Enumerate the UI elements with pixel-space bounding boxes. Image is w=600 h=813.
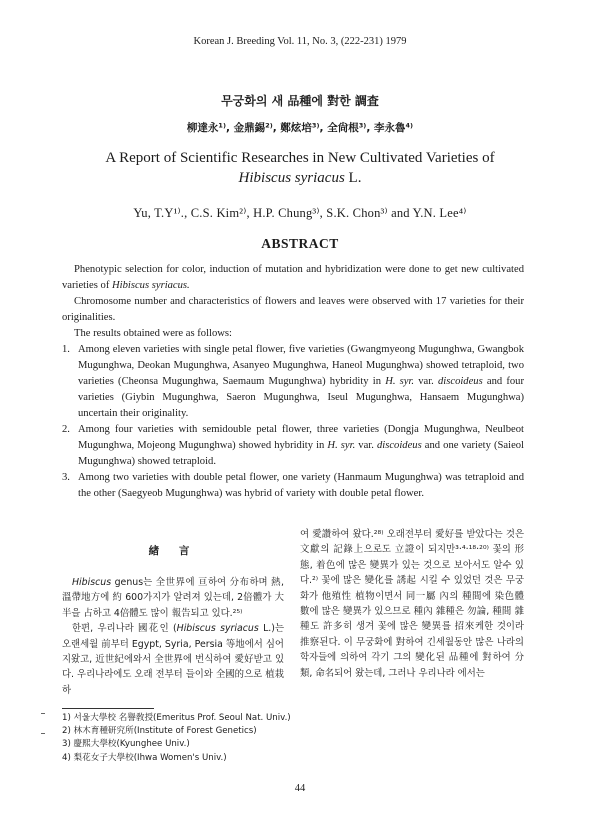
result-number: 3. xyxy=(62,472,70,483)
intro-paragraph-continued: 여 愛讚하여 왔다.²⁸⁾ 오래전부터 愛好를 받았다는 것은 文獻의 記錄上으로도 立證이 되지만³·⁴·¹⁸·²⁰⁾ 꽃의 形態, 着色에 많은 變異가 있는 것으로 보아서도 알수 있다.²⁾ 꽃에 많은 變化를 誘起 시킬 수 있었던 것은 무궁화가 他殖性 植物이면서 同一屬 內의 種間에 染色體 數에 많은 變異가 있으므로 種內 雜種은 勿論, 種間 雜種도 許多히 생겨 꽃에 많은 變異를 招來케한 것이라 推察된다. 이 무궁화에 對하여 긴세월동안 많은 나라의 학자들에 의하여 각기 그의 變化된 品種에 對하여 分類, 命名되어 왔는데, 그러나 우리나라 에서는 xyxy=(300,529,524,679)
margin-mark xyxy=(41,713,45,714)
result-text: Among four varieties with semidouble petal flower, three varieties (Dongja Mugunghwa, Neulbeot Mugunghwa, Mojeong Mugunghwa) showed hybridity in xyxy=(78,424,524,451)
title-korean: 무궁화의 새 品種에 對한 調査 xyxy=(221,94,379,108)
right-column xyxy=(300,527,524,681)
footnotes xyxy=(62,712,322,765)
intro-p2-text-a: 한편, 우리나라 國花인 ( xyxy=(72,623,177,635)
footnote-3: 3) 慶熙大學校(Kyunghee Univ.) xyxy=(62,739,190,750)
title-english xyxy=(0,148,600,188)
result-text: Among two varieties with double petal flower, one variety (Hanmaum Mugunghwa) was tetraploid and the other (Saegyeob Mugunghwa) was hybrid of variety with double petal flower. xyxy=(78,472,524,499)
abstract-p1-text: Phenotypic selection for color, induction of mutation and hybridization were done to get new cultivated varieties of xyxy=(62,264,524,291)
margin-mark xyxy=(41,733,45,734)
authors-korean: 柳達永¹⁾, 金鼎錫²⁾, 鄭炫培³⁾, 全尙根³⁾, 李永魯⁴⁾ xyxy=(186,122,414,134)
result-text: and one variety (Saieol Mugunghwa) showed tetraploid. xyxy=(78,440,525,467)
result-variety: discoideus xyxy=(376,440,422,451)
abstract-results-list xyxy=(62,342,524,502)
footnote-2: 2) 林木育種研究所(Institute of Forest Genetics) xyxy=(62,726,257,737)
intro-p1-text: genus는 全世界에 亘하여 分布하며 熱, 溫帶地方에 約 600가지가 알려져 있는데, 2倍體가 大半을 占하고 4倍體도 많이 報告되고 있다.²⁵⁾ xyxy=(62,577,284,619)
journal-citation: Korean J. Breeding Vol. 11, No. 3, (222-231) 1979 xyxy=(193,36,407,47)
intro-paragraph-1 xyxy=(62,575,284,621)
abstract-heading: ABSTRACT xyxy=(261,236,339,251)
result-text: var. xyxy=(414,376,438,387)
abstract-paragraph-2: Chromosome number and characteristics of flowers and leaves were observed with 17 varieties for their originalities. xyxy=(62,296,524,323)
result-species: H. syr. xyxy=(327,440,356,451)
result-item-1 xyxy=(62,342,524,422)
result-species: H. syr. xyxy=(385,376,415,387)
result-text: var. xyxy=(355,440,377,451)
result-number: 1. xyxy=(62,344,70,355)
result-number: 2. xyxy=(62,424,70,435)
footnote-1: 1) 서울大學校 名譽敎授(Emeritus Prof. Seoul Nat. Univ.) xyxy=(62,713,291,723)
title-english-line1: A Report of Scientific Researches in New Cultivated Varieties of xyxy=(105,150,495,166)
page-number: 44 xyxy=(294,783,306,794)
result-item-2 xyxy=(62,422,524,470)
abstract-paragraph-1 xyxy=(62,262,524,294)
left-column xyxy=(62,575,284,698)
abstract-p1-species: Hibiscus syriacus. xyxy=(112,280,190,291)
result-text: and four varieties (Giybin Mugunghwa, Saeron Mugunghwa, Iseul Mugunghwa, Hansaem Mugunghwa) uncertain their originality. xyxy=(78,376,525,419)
introduction-heading: 緖 言 xyxy=(148,545,198,557)
abstract-body xyxy=(62,262,524,502)
title-english-line2 xyxy=(0,168,600,188)
species-name: Hibiscus syriacus xyxy=(238,170,345,186)
intro-paragraph-2 xyxy=(62,621,284,698)
result-variety: discoideus xyxy=(438,376,483,387)
intro-p2-text-b: L.)는 오랜세월 前부터 Egypt, Syria, Persia 等地에서 심어지왔고, 近世紀에와서 全世界에 번식하여 愛好받고 있다. 우리나라에도 오래 전부터 들이와 全國的으로 植栽하 xyxy=(62,623,284,696)
result-text: Among eleven varieties with single petal flower, five varieties (Gwangmyeong Mugunghwa, Gwangbok Mugunghwa, Deokan Mugunghwa, Asanyeo Mugunghwa, Haneol Mugunghwa) showed tetraploid, two varieties (Cheonsa Mugunghwa, Saemaum Mugunghwa) hybridity in xyxy=(78,344,524,387)
authors-english: Yu, T.Y¹⁾., C.S. Kim²⁾, H.P. Chung³⁾, S.K. Chon³⁾ and Y.N. Lee⁴⁾ xyxy=(133,206,467,220)
result-item-3 xyxy=(62,470,524,502)
intro-species-name: Hibiscus syriacus xyxy=(176,623,259,635)
footnote-divider xyxy=(62,708,154,709)
title-english-suffix: L. xyxy=(344,170,362,186)
genus-name: Hibiscus xyxy=(72,577,112,588)
footnote-4: 4) 梨花女子大學校(Ihwa Women's Univ.) xyxy=(62,752,227,763)
abstract-paragraph-3: The results obtained were as follows: xyxy=(74,328,232,339)
